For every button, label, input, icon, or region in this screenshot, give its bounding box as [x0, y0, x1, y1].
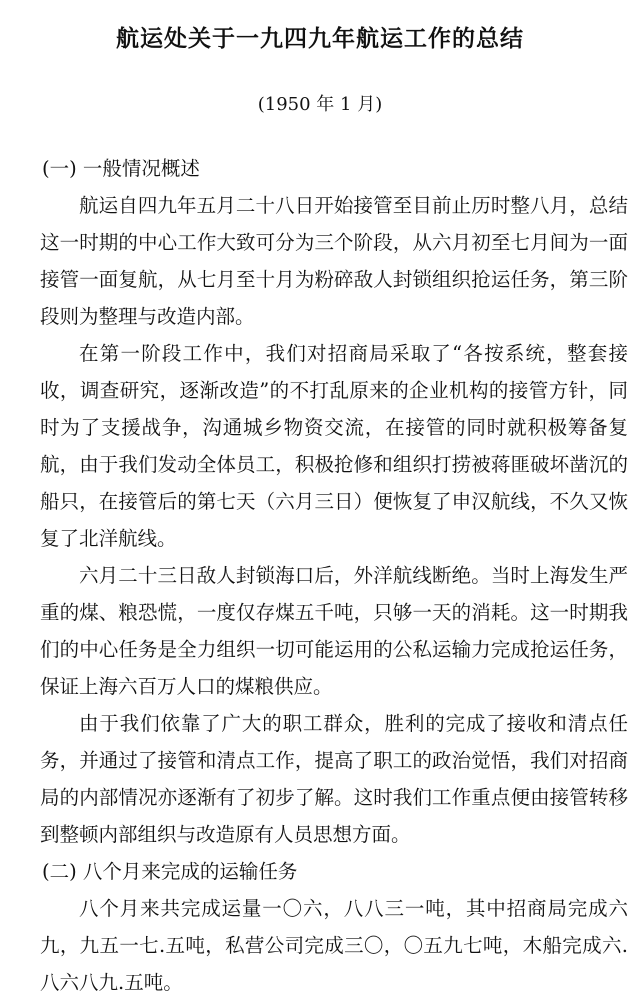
document-date: (1950 年 1 月): [257, 94, 383, 115]
paragraph: 八个月来共完成运量一〇六，八八三一吨，其中招商局完成六九，九五一七.五吨，私营公司完成三〇，〇五九七吨，木船完成六.八六八九.五吨。: [40, 897, 628, 994]
paragraph: 由于我们依靠了广大的职工群众，胜利的完成了接收和清点任务，并通过了接管和清点工作，提高了职工的政治觉悟，我们对招商局的内部情况亦逐渐有了初步了解。这时我们工作重点便由接管转移到整顿内部组织与改造原有人员思想方面。: [40, 712, 628, 846]
paragraph: 航运自四九年五月二十八日开始接管至目前止历时整八月，总结这一时期的中心工作大致可分为三个阶段，从六月初至七月间为一面接管一面复航，从七月至十月为粉碎敌人封锁组织抢运任务，第三阶段则为整理与改造内部。: [40, 194, 628, 328]
section-heading: (二) 八个月来完成的运输任务: [42, 860, 298, 883]
section-heading: (一) 一般情况概述: [42, 157, 200, 180]
paragraph: 在第一阶段工作中，我们对招商局采取了“各按系统，整套接收，调查研究，逐渐改造”的不打乱原来的企业机构的接管方针，同时为了支援战争，沟通城乡物资交流，在接管的同时就积极筹备复航，由于我们发动全体员工，积极抢修和组织打捞被蒋匪破坏凿沉的船只，在接管后的第七天（六月三日）便恢复了申汉航线，不久又恢复了北洋航线。: [40, 342, 628, 550]
document-body: [40, 150, 628, 1001]
paragraph: 六月二十三日敌人封锁海口后，外洋航线断绝。当时上海发生严重的煤、粮恐慌，一度仅存煤五千吨，只够一天的消耗。这一时期我们的中心任务是全力组织一切可能运用的公私运输力完成抢运任务，保证上海六百万人口的煤粮供应。: [40, 564, 628, 698]
document-title: 航运处关于一九四九年航运工作的总结: [116, 26, 524, 52]
